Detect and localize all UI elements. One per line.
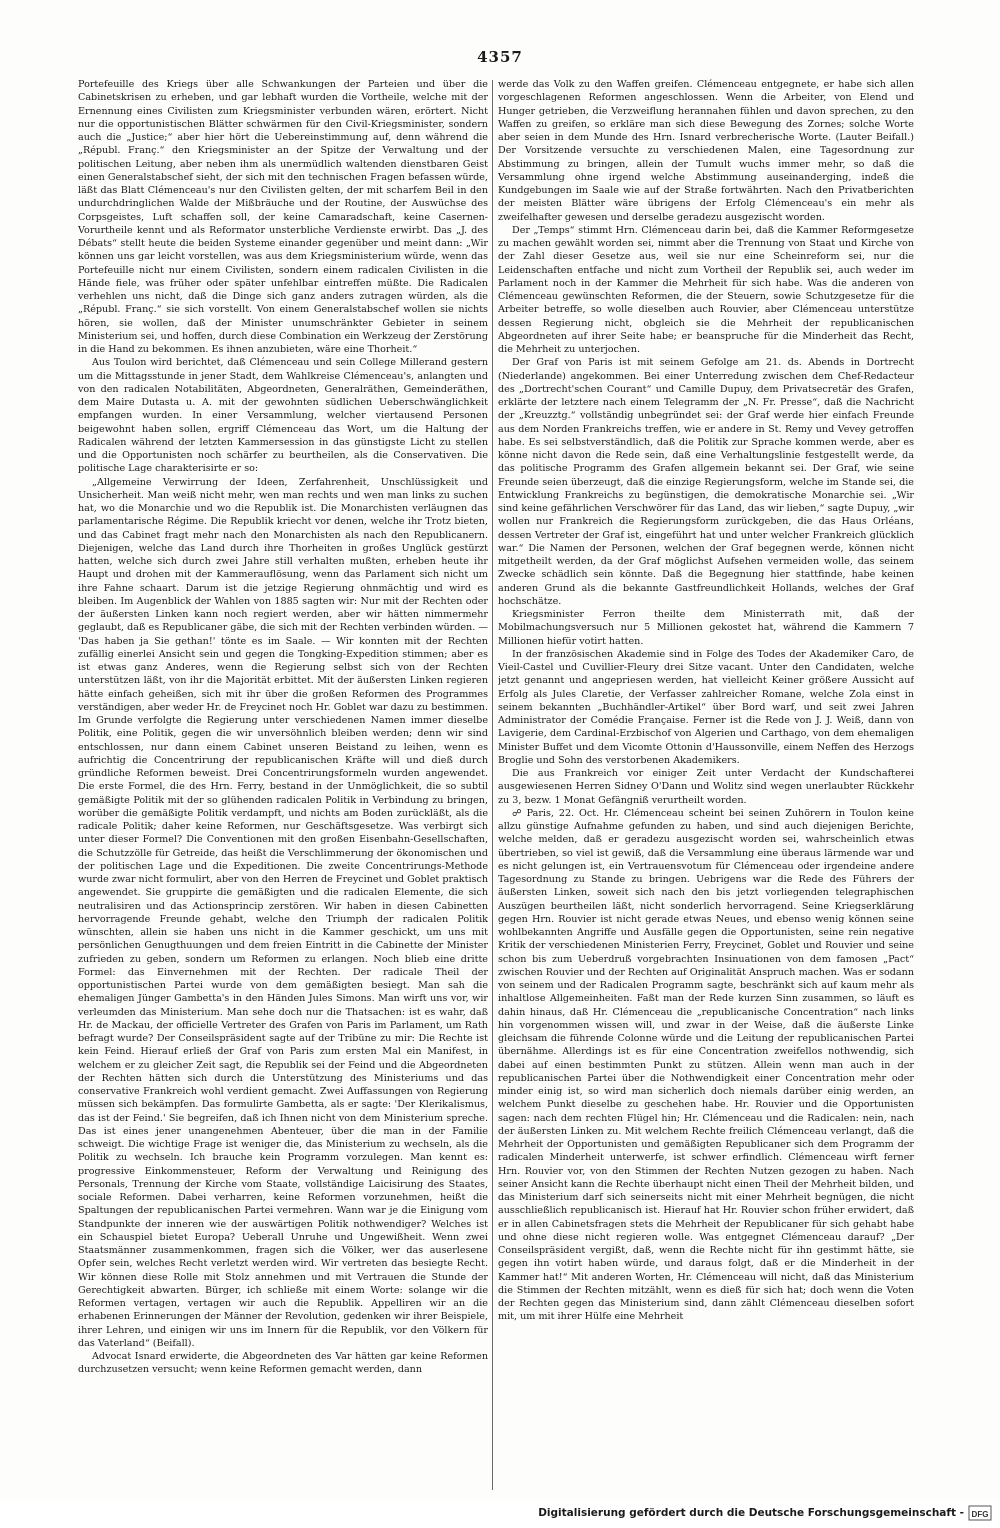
page-number: 4357 xyxy=(477,48,523,66)
paragraph: „Allgemeine Verwirrung der Ideen, Zerfahrenheit, Unschlüssigkeit und Unsicherheit. Man weiß nicht mehr, wen man rechts und wen man links zu suchen hat, wo die Monarchie und wo die Republik ist. Die Monarchisten verläugnen das parlamentarische Régime. Die Republik kriecht vor denen, welche ihr Trotz bieten, und das Cabinet fragt mehr nach den Monarchisten als nach den Republicanern. Diejenigen, welche das Land durch ihre Thorheiten in großes Unglück gestürzt hatten, welche sich durch zwei Jahre still verhalten mußten, erheben heute ihr Haupt und drohen mit der Kammerauflösung, wenn das Parlament sich nicht um ihre Fahne schaart. Darum ist die jetzige Regierung ohnmächtig und wird es bleiben. Im Augenblick der Wahlen von 1885 sagten wir: Nur mit der Rechten oder der äußersten Linken kann noch regiert werden, aber wir hätten nimmermehr geglaubt, daß es Republicaner gäbe, die sich mit der Rechten verbinden würden. — 'Das haben ja Sie gethan!' tönte es im Saale. — Wir konnten mit der Rechten zufällig einerlei Ansicht sein und gegen die Tongking-Expedition stimmen; aber es ist etwas ganz Anderes, wenn die Regierung selbst sich von der Rechten unterstützen läßt, von ihr die Majorität erbittet. Mit der äußersten Linken regieren hätte einfach geheißen, sich mit ihr über die großen Reformen des Programmes verständigen, aber weder Hr. de Freycinet noch Hr. Goblet war dazu zu bestimmen. Im Grunde verfolgte die Regierung unter verschiedenen Namen immer dieselbe Politik, eine Politik, gegen die wir unversöhnlich bleiben werden; denn wir sind entschlossen, nur dann einem Cabinet unseren Beistand zu leihen, wenn es aufrichtig die Concentrirung der republicanischen Kräfte will und dieß durch gründliche Reformen beweist. Drei Concentrirungsformeln wurden angewendet. Die erste Formel, die des Hrn. Ferry, bestand in der Unmöglichkeit, die so subtil gemäßigte Politik mit der so glühenden radicalen Politik in Verbindung zu bringen, worüber die gemäßigte Politik verdampft, und nichts am Boden zurückläßt, als die radicale Politik; daher keine Reformen, nur Geschäftsgesetze. Was verbirgt sich unter dieser Formel? Die Conventionen mit den großen Eisenbahn-Gesellschaften, die Schutzzölle für Getreide, das heißt die Verschlimmerung der ökonomischen und der politischen Lage und die Expeditionen. Die zweite Concentrirungs-Methode wurde zwar nicht formulirt, aber von den Herren de Freycinet und Goblet praktisch angewendet. Sie gruppirte die gemäßigten und die radicalen Elemente, die sich neutralisiren und das Actionsprincip zerstören. Wir haben in diesen Cabinetten hervorragende Freunde gehabt, welche den Triumph der radicalen Politik wünschten, allein sie haben uns nicht in die Kammer geschickt, um uns mit persönlichen Genugthuungen und dem freien Eintritt in die Cabinette der Minister zufrieden zu geben, sondern um Reformen zu erlangen. Noch blieb eine dritte Formel: das Einvernehmen mit der Rechten. Der radicale Theil der opportunistischen Partei wurde von dem gemäßigten besiegt. Man sah die ehemaligen Jünger Gambetta's in den Händen Jules Simons. Man wirft uns vor, wir verleumden das Ministerium. Man sehe doch nur die Thatsachen: ist es wahr, daß Hr. de Mackau, der officielle Vertreter des Grafen von Paris im Parlament, um Rath befragt wurde? Der Conseilspräsident sagte auf der Tribüne zu mir: Die Rechte ist kein Feind. Hierauf erließ der Graf von Paris zum ersten Mal ein Manifest, in welchem er zu gleicher Zeit sagt, die Republik sei der Feind und die Abgeordneten der Rechten hätten sich durch die Unterstützung des Ministeriums und das conservative Frankreich wohl verdient gemacht. Zwei Auffassungen von Regierung müssen sich bekämpfen. Das formulirte Gambetta, als er sagte: 'Der Klerikalismus, das ist der Feind.' Sie begreifen, daß ich Ihnen nicht von dem Ministerium spreche. Das ist eines jener unangenehmen Abenteuer, über die man in der Familie schweigt. Die wichtige Frage ist weniger die, das Ministerium zu wechseln, als die Politik zu wechseln. Ich brauche kein Programm vorzulegen. Man kennt es: progressive Einkommensteuer, Reform der Verwaltung und Reinigung des Personals, Trennung der Kirche vom Staate, vollständige Laicisirung des Staates, sociale Reformen. Dabei verharren, keine Reformen vorzunehmen, heißt die Spaltungen der republicanischen Partei vermehren. Wann war je die Einigung vom Standpunkte der inneren wie der auswärtigen Politik nothwendiger? Welches ist ein Schauspiel bietet Europa? Ueberall Unruhe und Ungewißheit. Wenn zwei Staatsmänner zusammenkommen, fragen sich die Völker, wer das auserlesene Opfer sein, welches Recht verletzt werden wird. Wir vertreten das besiegte Recht. Wir können diese Rolle mit Stolz annehmen und mit Vertrauen die Stunde der Gerechtigkeit abwarten. Bürger, ich schließe mit einem Worte: solange wir die Reformen vertagen, vertagen wir auch die Republik. Appelliren wir an die erhabenen Erinnerungen der Männer der Revolution, gedenken wir ihrer Beispiele, ihrer Lehren, und einigen wir uns im Innern für die Republik, vor den Völkern für das Vaterland“ (Beifall). xyxy=(78,476,488,1349)
paragraph: Aus Toulon wird berichtet, daß Clémenceau und sein College Millerand gestern um die Mittagsstunde in jener Stadt, dem Wahlkreise Clémenceau's, anlangten und von den radicalen Notabilitäten, Abgeordneten, Generalräthen, Gemeinderäthen, dem Maire Dutasta u. A. mit der gewohnten südlichen Ueberschwänglichkeit empfangen wurden. In einer Versammlung, welcher viertausend Personen beigewohnt haben sollen, ergriff Clémenceau das Wort, um die Haltung der Radicalen während der letzten Kammersession in das günstigste Licht zu stellen und die Opportunisten noch schärfer zu beurtheilen, als die Conservativen. Die politische Lage charakterisirte er so: xyxy=(78,357,488,475)
column-divider xyxy=(492,80,493,1490)
paragraph: Portefeuille des Kriegs über alle Schwankungen der Parteien und über die Cabinetskrisen zu erheben, und gar lebhaft wurden die Vortheile, welche mit der Ernennung eines Civilisten zum Kriegsminister verbunden wären, erörtert. Nicht nur die opportunistischen Blätter schwärmen für den Civil-Kriegsminister, sondern auch die „Justice;“ aber hier hört die Uebereinstimmung auf, denn während die „Républ. Franç.“ den Kriegsminister an der Spitze der Verwaltung und der politischen Leitung, aber neben ihm als unermüdlich waltenden dienstbaren Geist einen Generalstabschef sieht, der sich mit den technischen Fragen befassen würde, läßt das Blatt Clémenceau's nur den Civilisten gelten, der mit scharfem Beil in den undurchdringlichen Walde der Mißbräuche und der Routine, der Auswüchse des Corpsgeistes, Luft schaffen soll, der keine Camaradschaft, keine Casernen-Vorurtheile kennt und als Reformator unsterbliche Verdienste erwirbt. Das „J. des Débats“ stellt heute die beiden Systeme einander gegenüber und meint dann: „Wir können uns gar leicht vorstellen, was aus dem Kriegsministerium würde, wenn das Portefeuille nicht nur einem Civilisten, sondern einem radicalen Civilisten in die Hände fiele, was früher oder später unfehlbar eintreffen müßte. Die Radicalen verhehlen uns nicht, daß die Dinge sich ganz anders zutragen würden, als die „Républ. Franç.“ sie sich vorstellt. Von einem Generalstabschef wollen sie nichts hören, sie wollen, daß der Minister unumschränkter Gebieter in seinem Ministerium sei, und hoffen, durch diese Combination ein Werkzeug der Zerstörung in die Hand zu bekommen. Es ihnen anzubieten, wäre eine Thorheit.“ xyxy=(78,79,488,355)
paragraph: Die aus Frankreich vor einiger Zeit unter Verdacht der Kundschafterei ausgewiesenen Herren Sidney O'Dann und Wolitz sind wegen unerlaubter Rückkehr zu 3, bezw. 1 Monat Gefängniß verurtheilt worden. xyxy=(498,768,914,806)
left-column xyxy=(78,78,488,1498)
paragraph: Der Graf von Paris ist mit seinem Gefolge am 21. ds. Abends in Dortrecht (Niederlande) angekommen. Bei einer Unterredung zwischen dem Chef-Redacteur des „Dortrecht'schen Courant“ und Camille Dupuy, dem Privatsecretär des Grafen, erklärte der letztere nach einem Telegramm der „N. Fr. Presse“, daß die Nachricht der „Kreuzztg.“ vollständig unbegründet sei: der Graf werde hier einfach Freunde aus dem Norden Frankreichs treffen, wie er andere in St. Remy und Vevey getroffen habe. Es sei selbstverständlich, daß die Politik zur Sprache kommen werde, aber es könne nicht davon die Rede sein, daß eine Verhaltungslinie festgestellt werde, da das politische Programm des Grafen allgemein bekannt sei. Der Graf, wie seine Freunde seien überzeugt, daß die einzige Regierungsform, welche im Stande sei, die Entwicklung Frankreichs zu begünstigen, die demokratische Monarchie sei. „Wir sind keine gefährlichen Verschwörer für das Land, das wir lieben,“ sagte Dupuy, „wir wollen nur Frankreich die Regierungsform zurückgeben, die das Haus Orléans, dessen Vertreter der Graf ist, eingeführt hat und unter welcher Frankreich glücklich war.“ Die Namen der Personen, welchen der Graf begegnen werde, können nicht mitgetheilt werden, da der Graf möglichst Aufsehen vermeiden wolle, das seinem Zwecke schädlich sein könnte. Daß die Begegnung hier stattfinde, habe keinen anderen Grund als die bekannte Gastfreundlichkeit Hollands, welches der Graf hochschätze. xyxy=(498,357,914,607)
paragraph: werde das Volk zu den Waffen greifen. Clémenceau entgegnete, er habe sich allen vorgeschlagenen Reformen angeschlossen. Wenn die Arbeiter, von Elend und Hunger getrieben, die Verzweiflung herannahen fühlen und davon sprechen, zu den Waffen zu greifen, so erkläre man sich diese Bewegung des Zornes; solche Worte aber seien in dem Munde des Hrn. Isnard verbrecherische Worte. (Lauter Beifall.) Der Vorsitzende versuchte zu verschiedenen Malen, eine Tagesordnung zur Abstimmung zu bringen, allein der Tumult wuchs immer mehr, so daß die Versammlung ohne irgend welche Abstimmung auseinanderging, indeß die Kundgebungen im Saale wie auf der Straße fortwährten. Nach den Privatberichten der meisten Blätter wäre übrigens der Erfolg Clémenceau's ein mehr als zweifelhafter gewesen und derselbe geradezu ausgezischt worden. xyxy=(498,79,914,223)
paragraph: ☍ Paris, 22. Oct. Hr. Clémenceau scheint bei seinen Zuhörern in Toulon keine allzu günstige Aufnahme gefunden zu haben, und sind auch diejenigen Berichte, welche melden, daß er geradezu ausgezischt worden sei, wahrscheinlich etwas übertrieben, so viel ist gewiß, daß die Versammlung eine überaus lärmende war und es nicht gelungen ist, ein Vertrauensvotum für Clémenceau oder irgendeine andere Tagesordnung zu Stande zu bringen. Uebrigens war die Rede des Führers der äußersten Linken, soweit sich nach den bis jetzt vorliegenden telegraphischen Auszügen beurtheilen läßt, nicht sonderlich hervorragend. Seine Kriegserklärung gegen Hrn. Rouvier ist nicht gerade etwas Neues, und ebenso wenig können seine wohlbekannten Angriffe und Ausfälle gegen die Opportunisten, seine rein negative Kritik der verschiedenen Ministerien Ferry, Freycinet, Goblet und Rouvier und seine schon bis zum Ueberdruß vorgebrachten Insinuationen von dem famosen „Pact“ zwischen Rouvier und der Rechten auf Originalität Anspruch machen. Was er sodann von seinem und der Radicalen Programm sagte, beschränkt sich auf kaum mehr als inhaltlose Allgemeinheiten. Faßt man der Rede kurzen Sinn zusammen, so läuft es dahin hinaus, daß Hr. Clémenceau die „republicanische Concentration“ nach links hin vorgenommen wissen will, und zwar in der Weise, daß die äußerste Linke gleichsam die führende Colonne würde und die Leitung der republicanischen Partei übernähme. Allerdings ist es für eine Concentration zweifellos nothwendig, sich dabei auf einen bestimmten Punkt zu stützen. Allein wenn man auch in der republicanischen Partei über die Nothwendigkeit einer Concentration mehr oder minder einig ist, so wird man sicherlich doch niemals darüber einig werden, an welchem Punkt dieselbe zu geschehen habe. Hr. Rouvier und die Opportunisten sagen: nach dem rechten Flügel hin; Hr. Clémenceau und die Radicalen: nein, nach der äußersten Linken zu. Mit welchem Rechte freilich Clémenceau verlangt, daß die Mehrheit der Opportunisten und gemäßigten Republicaner sich dem Programm der radicalen Minderheit unterwerfe, ist schwer erfindlich. Clémenceau wirft ferner Hrn. Rouvier vor, von den Stimmen der Rechten Nutzen gezogen zu haben. Nach seiner Ansicht kann die Rechte überhaupt nicht einen Theil der Mehrheit bilden, und das Ministerium darf sich seinerseits nicht mit einer Mehrheit begnügen, die nicht ausschließlich republicanisch ist. Hierauf hat Hr. Rouvier schon früher erwidert, daß er in allen Cabinetsfragen stets die Mehrheit der Republicaner für sich gehabt habe und ohne diese nicht regieren wolle. Was entgegnet Clémenceau darauf? „Der Conseilspräsident vergißt, daß, wenn die Rechte nicht für ihn gestimmt hätte, sie gegen ihn votirt haben würde, und daraus folgt, daß er die Minderheit in der Kammer hat!“ Mit anderen Worten, Hr. Clémenceau will nicht, daß das Ministerium die Stimmen der Rechten mitzählt, wenn es dieß für sich hat; doch wenn die Voten der Rechten gegen das Ministerium sind, dann zählt Clémenceau dieselben sofort mit, um mit ihrer Hülfe eine Mehrheit xyxy=(498,807,914,1323)
paragraph: Advocat Isnard erwiderte, die Abgeordneten des Var hätten gar keine Reformen durchzusetzen versucht; wenn keine Reformen gemacht werden, dann xyxy=(78,1351,488,1376)
right-column xyxy=(498,78,914,1498)
footer-credit: Digitalisierung gefördert durch die Deutsche Forschungsgemeinschaft - xyxy=(538,1507,964,1519)
dfg-logo xyxy=(968,1503,992,1523)
paragraph: Kriegsminister Ferron theilte dem Ministerrath mit, daß der Mobilmachungsversuch nur 5 Millionen gekostet hat, während die Kammern 7 Millionen hiefür votirt hatten. xyxy=(498,609,914,647)
paragraph: In der französischen Akademie sind in Folge des Todes der Akademiker Caro, de Vieil-Castel und Cuvillier-Fleury drei Sitze vacant. Unter den Candidaten, welche jetzt genannt und angepriesen werden, hat vielleicht Keiner größere Aussicht auf Erfolg als Jules Claretie, der Verfasser zahlreicher Romane, welche Zola einst in seinem bekannten „Buchhändler-Artikel“ über Bord warf, und seit zwei Jahren Administrator der Comédie Française. Ferner ist die Rede von J. J. Weiß, dann von Lavigerie, dem Cardinal-Erzbischof von Algerien und Carthago, von dem ehemaligen Minister Buffet und dem Vicomte Ottonin d'Haussonville, einem Neffen des Herzogs Broglie und Sohn des verstorbenen Akademikers. xyxy=(498,648,914,766)
paragraph: Der „Temps“ stimmt Hrn. Clémenceau darin bei, daß die Kammer Reformgesetze zu machen gewählt worden sei, nimmt aber die Trennung von Staat und Kirche von der Zahl dieser Gesetze aus, weil sie nur eine Scheinreform sei, nur die Leidenschaften entfache und nicht zum Vortheil der Republik sei, auch weder im Parlament noch in der Kammer die Mehrheit für sich habe. Was die anderen von Clémenceau gewünschten Reformen, die der Steuern, sowie Schutzgesetze für die Arbeiter betreffe, so wolle dieselben auch Rouvier, aber Clémenceau unterstütze dessen Regierung nicht, obgleich sie die Mehrheit der republicanischen Abgeordneten auf ihrer Seite habe; er beanspruche für die Minderheit das Recht, die Mehrheit zu unterjochen. xyxy=(498,224,914,355)
svg-text:DFG: DFG xyxy=(971,1510,989,1519)
